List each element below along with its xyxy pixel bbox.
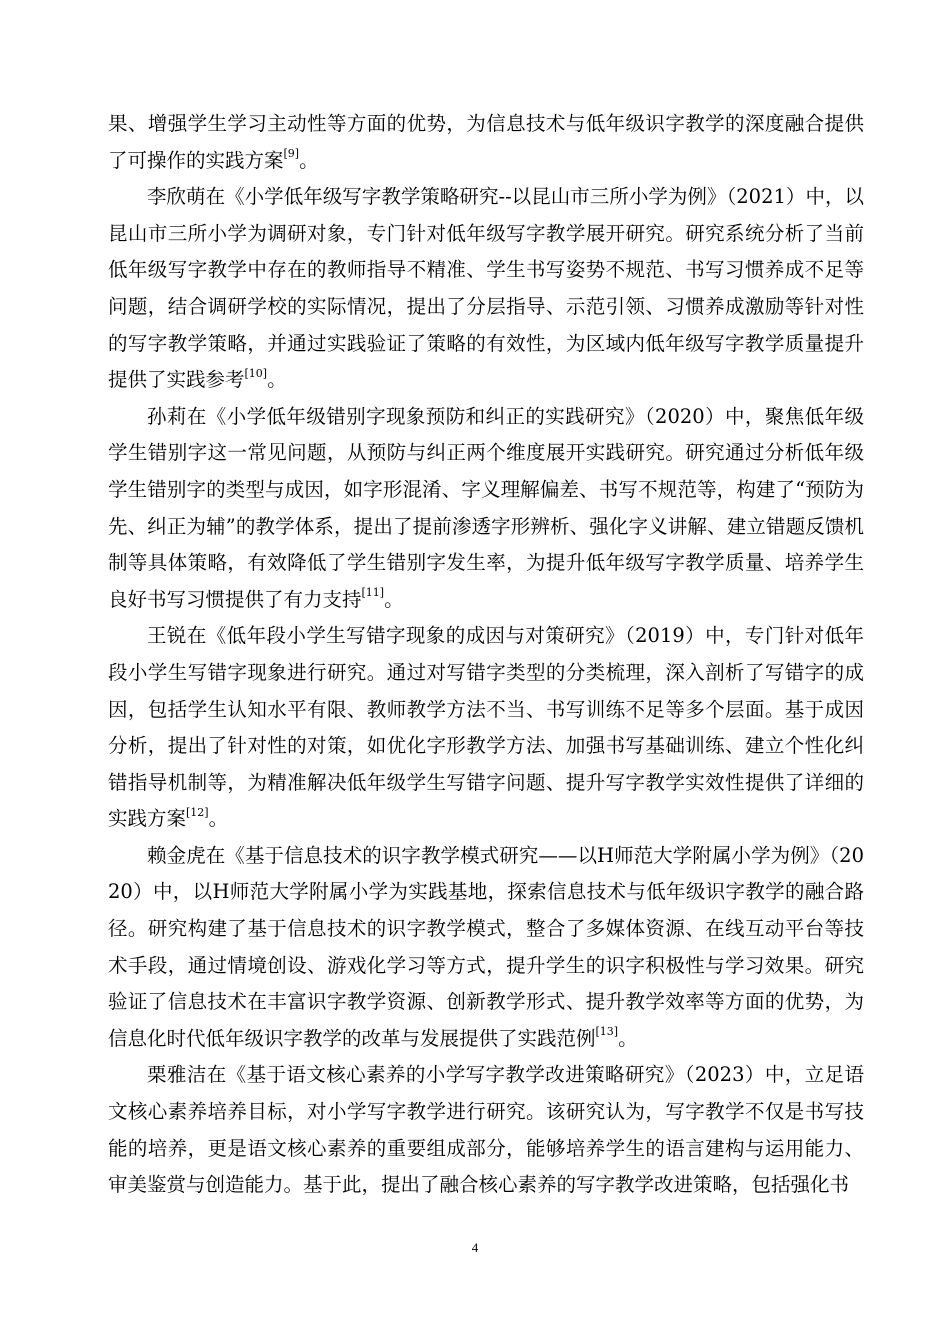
- citation-marker: [13]: [595, 1025, 619, 1039]
- paragraph-1: [108, 106, 864, 179]
- paragraph-2: [108, 179, 864, 399]
- citation-marker: [11]: [361, 586, 385, 600]
- citation-marker: [9]: [283, 147, 300, 161]
- paragraph-end: 。: [267, 368, 287, 392]
- paragraph-6: [108, 1057, 864, 1203]
- paragraph-end: 。: [384, 587, 404, 611]
- paragraph-5: [108, 838, 864, 1058]
- citation-marker: [12]: [186, 805, 209, 819]
- paragraph-end: 。: [299, 148, 319, 172]
- paragraph-text: 赖金虎在《基于信息技术的识字教学模式研究——以H师范大学附属小学为例》（2020）中，以H师范大学附属小学为实践基地，探索信息技术与低年级识字教学的融合路径。研究构建了基于信息技术的识字教学模式，整合了多媒体资源、在线互动平台等技术手段，通过情境创设、游戏化学习等方式，提升学生的识字积极性与学习效果。研究验证了信息技术在丰富识字教学资源、创新教学形式、提升教学效率等方面的优势，为信息化时代低年级识字教学的改革与发展提供了实践范例: [108, 843, 864, 1050]
- paragraph-4: [108, 618, 864, 838]
- paragraph-text: 李欣萌在《小学低年级写字教学策略研究--以昆山市三所小学为例》（2021）中，以昆山市三所小学为调研对象，专门针对低年级写字教学展开研究。研究系统分析了当前低年级写字教学中存在的教师指导不精准、学生书写姿势不规范、书写习惯养成不足等问题，结合调研学校的实际情况，提出了分层指导、示范引领、习惯养成激励等针对性的写字教学策略，并通过实践验证了策略的有效性，为区域内低年级写字教学质量提升提供了实践参考: [108, 185, 864, 392]
- paragraph-text: 果、增强学生学习主动性等方面的优势，为信息技术与低年级识字教学的深度融合提供了可操作的实践方案: [108, 112, 864, 172]
- citation-marker: [10]: [244, 366, 268, 380]
- body-text: [108, 106, 864, 1204]
- paragraph-text: 王锐在《低年段小学生写错字现象的成因与对策研究》（2019）中，专门针对低年段小学生写错字现象进行研究。通过对写错字类型的分类梳理，深入剖析了写错字的成因，包括学生认知水平有限、教师教学方法不当、书写训练不足等多个层面。基于成因分析，提出了针对性的对策，如优化字形教学方法、加强书写基础训练、建立个性化纠错指导机制等，为精准解决低年级学生写错字问题、提升写字教学实效性提供了详细的实践方案: [108, 624, 864, 831]
- paragraph-text: 孙莉在《小学低年级错别字现象预防和纠正的实践研究》（2020）中，聚焦低年级学生错别字这一常见问题，从预防与纠正两个维度展开实践研究。研究通过分析低年级学生错别字的类型与成因，如字形混淆、字义理解偏差、书写不规范等，构建了“预防为先、纠正为辅”的教学体系，提出了提前渗透字形辨析、强化字义讲解、建立错题反馈机制等具体策略，有效降低了学生错别字发生率，为提升低年级写字教学质量、培养学生良好书写习惯提供了有力支持: [108, 404, 864, 611]
- paragraph-3: [108, 399, 864, 619]
- paragraph-end: 。: [618, 1026, 638, 1050]
- paragraph-end: 。: [208, 807, 229, 831]
- page-number: 4: [471, 1240, 479, 1255]
- paragraph-text: 栗雅洁在《基于语文核心素养的小学写字教学改进策略研究》（2023）中，立足语文核心素养培养目标，对小学写字教学进行研究。该研究认为，写字教学不仅是书写技能的培养，更是语文核心素养的重要组成部分，能够培养学生的语言建构与运用能力、审美鉴赏与创造能力。基于此，提出了融合核心素养的写字教学改进策略，包括强化书: [108, 1063, 864, 1197]
